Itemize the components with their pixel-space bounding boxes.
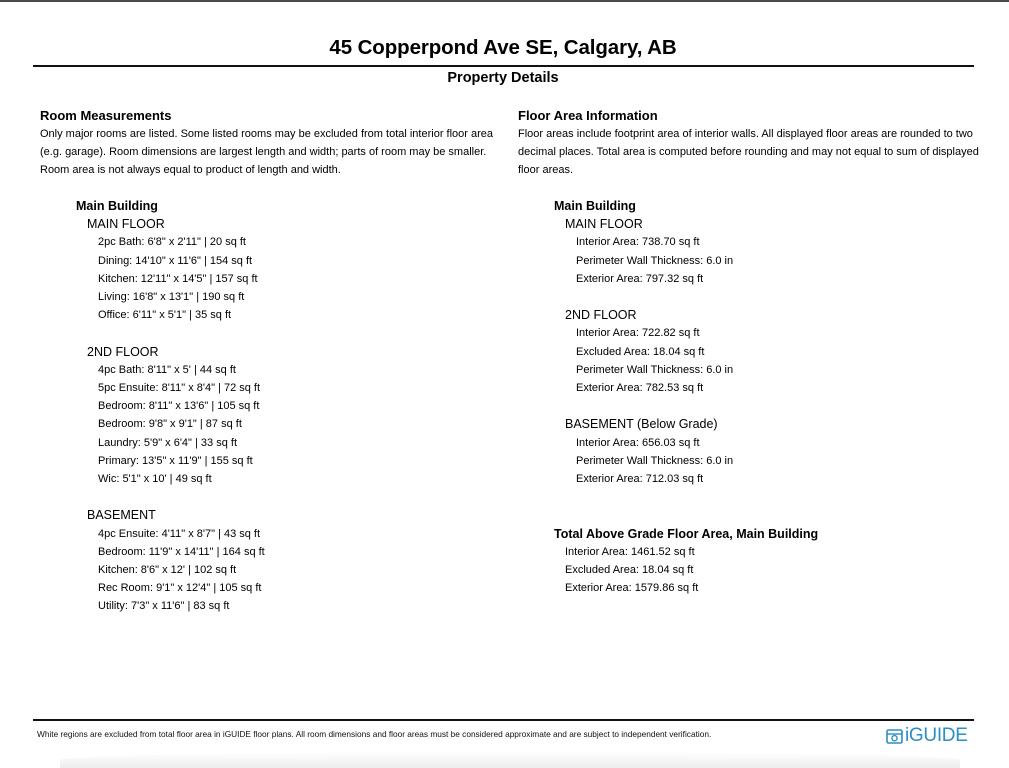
page-shadow: [60, 752, 960, 768]
area-item: Interior Area: 656.03 sq ft: [576, 436, 700, 449]
room-item: Wic: 5'1" x 10' | 49 sq ft: [98, 473, 212, 486]
building-name: Main Building: [554, 199, 636, 213]
room-measurements-section: [40, 107, 500, 180]
building-name: Main Building: [76, 199, 158, 213]
room-item: Office: 6'11" x 5'1" | 35 sq ft: [98, 309, 232, 322]
spacer: [76, 488, 265, 506]
floor-heading: MAIN FLOOR: [565, 217, 643, 232]
floor-area-description: Floor areas include footprint area of interior walls. All displayed floor areas are rounded to two decimal places. Total area is computed before rounding and may not equal to sum of displayed floor areas.: [518, 128, 979, 177]
total-area-item: Excluded Area: 18.04 sq ft: [565, 564, 694, 577]
floor-heading: BASEMENT: [87, 508, 156, 523]
total-area-item: Interior Area: 1461.52 sq ft: [565, 545, 695, 558]
room-measurements-title: Room Measurements: [40, 108, 172, 123]
room-item: 4pc Ensuite: 4'11" x 8'7" | 43 sq ft: [98, 527, 261, 540]
room-item: 2pc Bath: 6'8" x 2'11" | 20 sq ft: [98, 236, 246, 249]
room-item: 4pc Bath: 8'11" x 5' | 44 sq ft: [98, 363, 236, 376]
spacer: [554, 397, 818, 415]
room-item: Kitchen: 12'11" x 14'5" | 157 sq ft: [98, 272, 258, 285]
floor-heading: MAIN FLOOR: [87, 217, 165, 232]
footer-disclaimer: White regions are excluded from total floor area in iGUIDE floor plans. All room dimensions and floor areas must be considered approximate and are subject to independent verification.: [37, 729, 712, 739]
room-item: Rec Room: 9'1" x 12'4" | 105 sq ft: [98, 582, 262, 595]
total-area-title: Total Above Grade Floor Area, Main Building: [554, 526, 819, 541]
area-item: Perimeter Wall Thickness: 6.0 in: [576, 254, 734, 267]
spacer: [554, 288, 818, 306]
page-subtitle: Property Details: [447, 70, 559, 86]
floor-heading: 2ND FLOOR: [87, 344, 159, 359]
total-area-item: Exterior Area: 1579.86 sq ft: [565, 582, 699, 595]
room-item: Laundry: 5'9" x 6'4" | 33 sq ft: [98, 436, 238, 449]
top-border: [0, 0, 1009, 2]
area-item: Perimeter Wall Thickness: 6.0 in: [576, 363, 734, 376]
area-item: Interior Area: 722.82 sq ft: [576, 327, 700, 340]
area-item: Interior Area: 738.70 sq ft: [576, 236, 700, 249]
floor-heading: BASEMENT (Below Grade): [565, 417, 718, 432]
room-item: Bedroom: 8'11" x 13'6" | 105 sq ft: [98, 400, 260, 413]
floor-area-section: [518, 107, 988, 180]
room-item: Bedroom: 9'8" x 9'1" | 87 sq ft: [98, 418, 242, 431]
spacer: [554, 488, 818, 524]
room-item: Kitchen: 8'6" x 12' | 102 sq ft: [98, 564, 237, 577]
room-item: Bedroom: 11'9" x 14'11" | 164 sq ft: [98, 545, 265, 558]
room-list: [76, 197, 265, 616]
area-item: Perimeter Wall Thickness: 6.0 in: [576, 454, 734, 467]
footer-divider: [33, 719, 974, 721]
title-divider: [33, 65, 974, 67]
floor-area-title: Floor Area Information: [518, 108, 658, 123]
area-item: Excluded Area: 18.04 sq ft: [576, 345, 705, 358]
room-measurements-description: Only major rooms are listed. Some listed rooms may be excluded from total interior floor area (e.g. garage). Room dimensions are largest length and width; parts of room may be smaller. Room area is not always equal to product of length and width.: [40, 128, 494, 177]
iguide-camera-icon: [886, 729, 903, 744]
room-item: 5pc Ensuite: 8'11" x 8'4" | 72 sq ft: [98, 382, 261, 395]
room-item: Primary: 13'5" x 11'9" | 155 sq ft: [98, 454, 253, 467]
room-item: Dining: 14'10" x 11'6" | 154 sq ft: [98, 254, 253, 267]
room-item: Living: 16'8" x 13'1" | 190 sq ft: [98, 291, 245, 304]
iguide-logo-text: iGUIDE: [905, 725, 968, 746]
room-item: Utility: 7'3" x 11'6" | 83 sq ft: [98, 600, 230, 613]
iguide-logo: [886, 726, 968, 746]
spacer: [76, 324, 265, 342]
floor-area-list: [554, 197, 818, 597]
floor-heading: 2ND FLOOR: [565, 308, 637, 323]
page-title: 45 Copperpond Ave SE, Calgary, AB: [329, 36, 677, 59]
area-item: Exterior Area: 797.32 sq ft: [576, 272, 704, 285]
area-item: Exterior Area: 782.53 sq ft: [576, 382, 704, 395]
area-item: Exterior Area: 712.03 sq ft: [576, 473, 704, 486]
